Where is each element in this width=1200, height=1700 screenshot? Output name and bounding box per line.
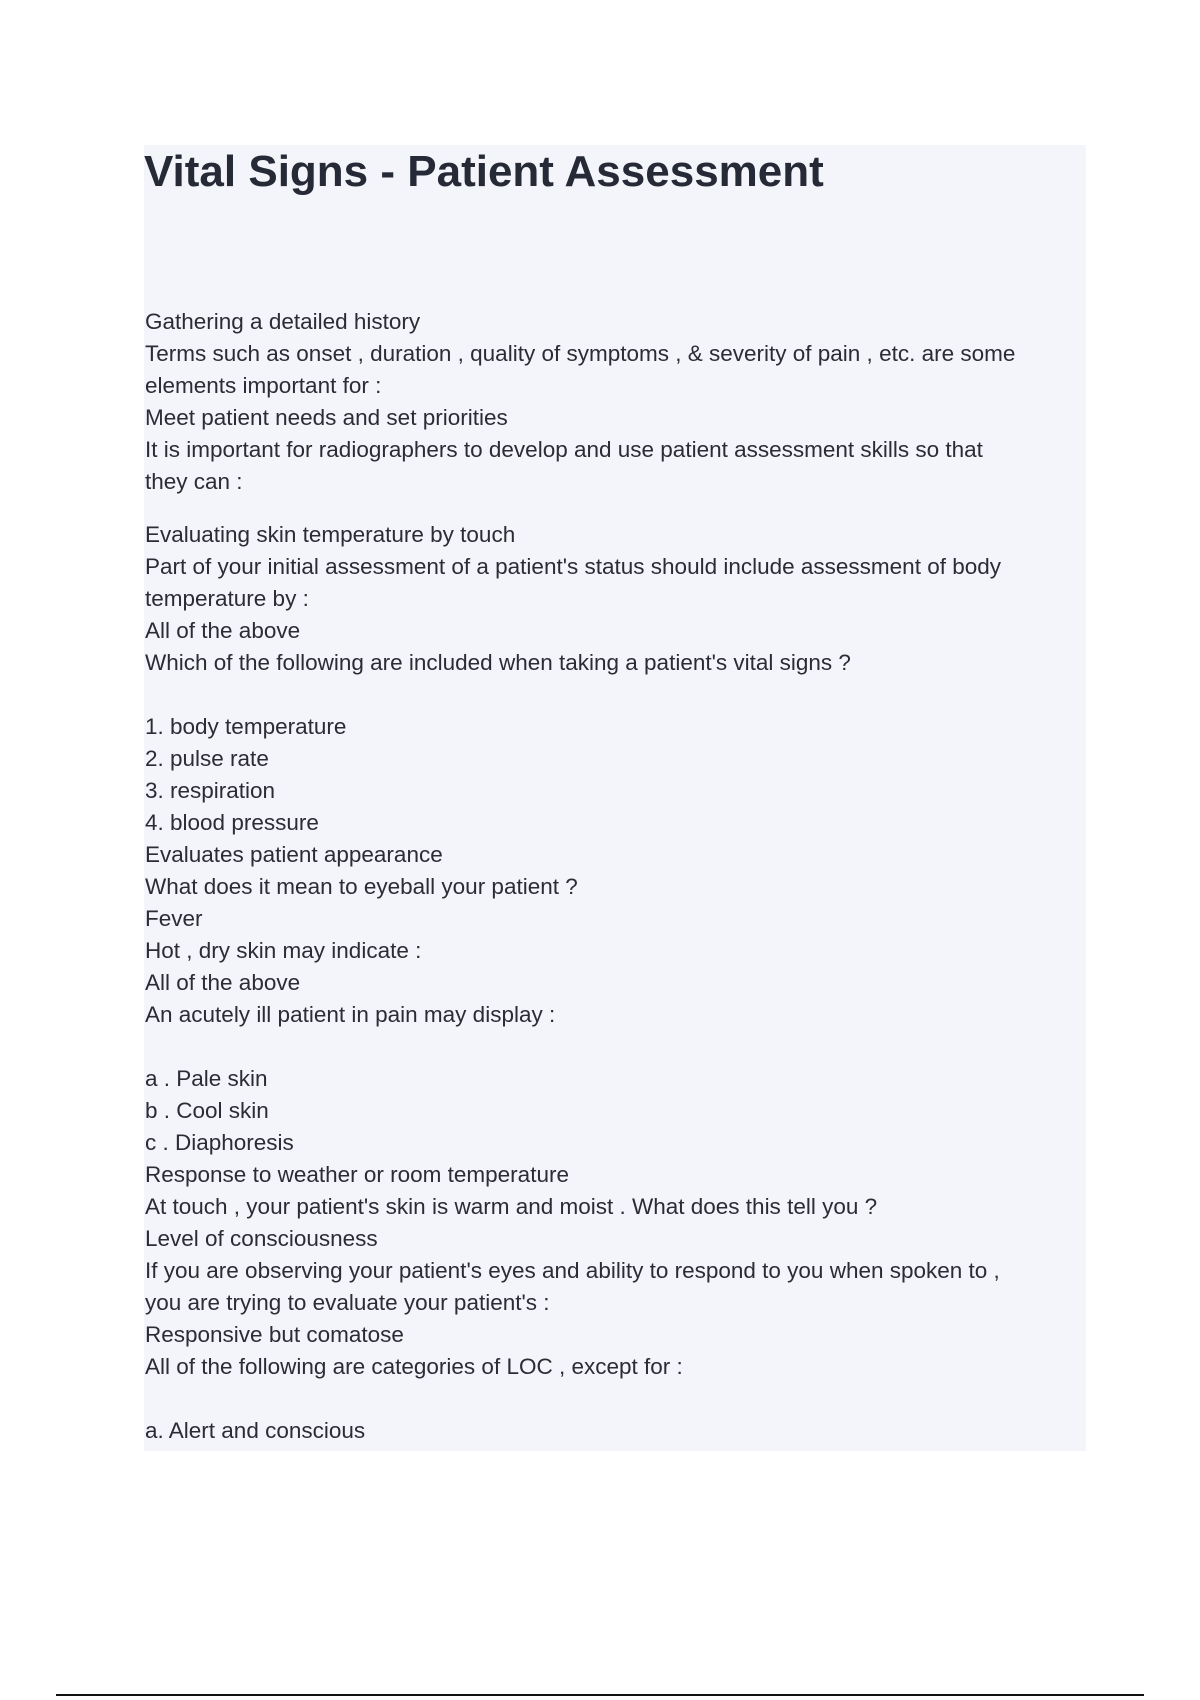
text-line: If you are observing your patient's eyes and ability to respond to you when spoken to , [145,1258,1000,1283]
text-line: All of the above [145,970,301,995]
list-item: a . Pale skin [145,1066,268,1091]
list-item: b . Cool skin [145,1098,269,1123]
text-line: Terms such as onset , duration , quality of symptoms , & severity of pain , etc. are some [145,341,1016,366]
text-line: Response to weather or room temperature [145,1162,569,1187]
list-item: 1. body temperature [145,714,347,739]
page-title: Vital Signs - Patient Assessment [144,147,824,196]
text-line: Gathering a detailed history [145,309,421,334]
text-line: Evaluating skin temperature by touch [145,522,516,547]
text-line: At touch , your patient's skin is warm and moist . What does this tell you ? [145,1194,878,1219]
paragraph-gap [145,1031,1085,1063]
text-line: An acutely ill patient in pain may display : [145,1002,556,1027]
paragraph-gap [145,679,1085,711]
text-line: Hot , dry skin may indicate : [145,938,422,963]
paragraph-gap [145,1383,1085,1415]
text-line: you are trying to evaluate your patient's : [145,1290,550,1315]
text-line: Level of consciousness [145,1226,378,1251]
text-line: elements important for : [145,373,382,398]
text-line: It is important for radiographers to develop and use patient assessment skills so that [145,437,983,462]
text-line: Which of the following are included when taking a patient's vital signs ? [145,650,851,675]
list-item: 3. respiration [145,778,276,803]
paragraph-gap [145,498,1085,519]
text-line: All of the above [145,618,301,643]
document-body [145,306,1085,1447]
text-line: Fever [145,906,203,931]
text-line: temperature by : [145,586,309,611]
text-line: Meet patient needs and set priorities [145,405,508,430]
list-item: a. Alert and conscious [145,1418,366,1443]
list-item: 2. pulse rate [145,746,269,771]
text-line: What does it mean to eyeball your patient ? [145,874,578,899]
list-item: c . Diaphoresis [145,1130,294,1155]
text-line: Part of your initial assessment of a patient's status should include assessment of body [145,554,1001,579]
bottom-divider [56,1694,1144,1696]
text-line: All of the following are categories of LOC , except for : [145,1354,683,1379]
text-line: Evaluates patient appearance [145,842,443,867]
text-line: Responsive but comatose [145,1322,404,1347]
text-line: they can : [145,469,243,494]
list-item: 4. blood pressure [145,810,319,835]
